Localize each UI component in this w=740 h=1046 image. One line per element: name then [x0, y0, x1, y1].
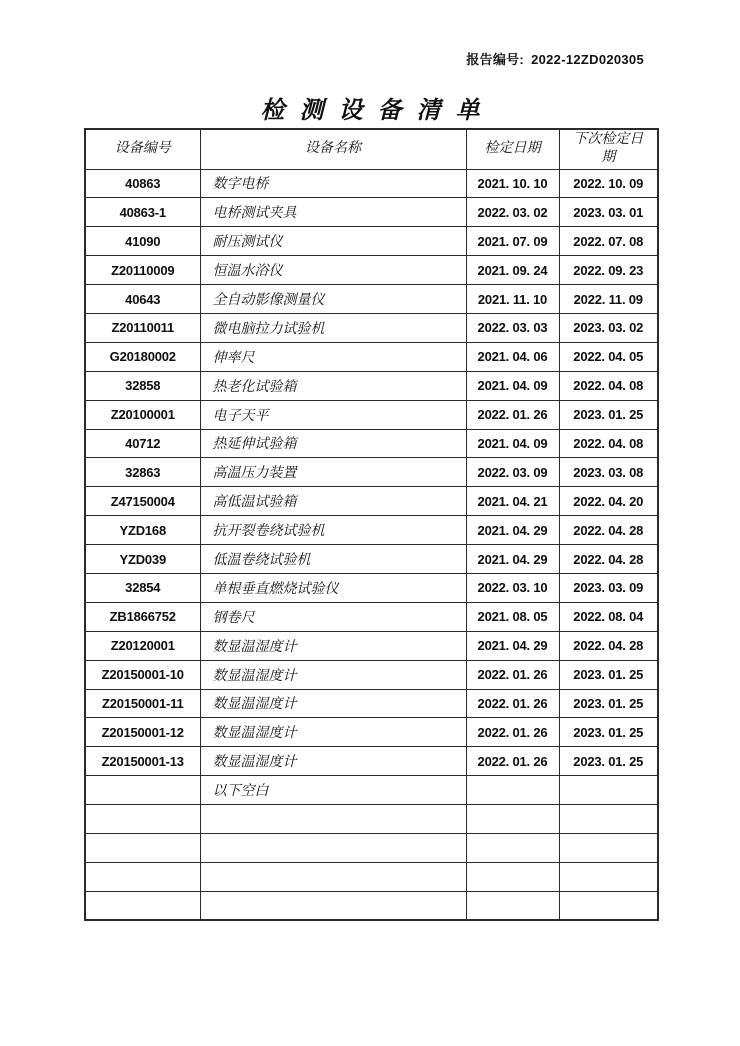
table-row [85, 573, 658, 602]
cell-equipment-name: 数显温湿度计 [200, 718, 466, 747]
cell-equipment-id: ZB1866752 [85, 602, 200, 631]
cell-equipment-name: 数显温湿度计 [200, 747, 466, 776]
cell-equipment-id [85, 833, 200, 862]
cell-equipment-id [85, 805, 200, 834]
cell-next-calibration-date [559, 891, 658, 920]
column-header-next-calibration-date: 下次检定日期 [559, 129, 658, 169]
table-row [85, 256, 658, 285]
cell-next-calibration-date: 2023. 03. 09 [559, 573, 658, 602]
table-row [85, 833, 658, 862]
table-row [85, 429, 658, 458]
table-row [85, 227, 658, 256]
cell-equipment-id: Z20110009 [85, 256, 200, 285]
table-row [85, 776, 658, 805]
cell-equipment-id: YZD039 [85, 545, 200, 574]
table-row [85, 487, 658, 516]
table-row [85, 400, 658, 429]
equipment-table [84, 128, 659, 921]
cell-next-calibration-date: 2022. 07. 08 [559, 227, 658, 256]
cell-equipment-name: 电桥测试夹具 [200, 198, 466, 227]
page-title: 检测设备清单 [260, 98, 495, 124]
cell-equipment-name: 热延伸试验箱 [200, 429, 466, 458]
table-row [85, 747, 658, 776]
cell-equipment-id: Z20150001-13 [85, 747, 200, 776]
table-row [85, 689, 658, 718]
cell-equipment-id: YZD168 [85, 516, 200, 545]
cell-equipment-id: 41090 [85, 227, 200, 256]
cell-equipment-id: Z20120001 [85, 631, 200, 660]
equipment-table-body [85, 169, 658, 920]
cell-next-calibration-date: 2023. 01. 25 [559, 689, 658, 718]
cell-equipment-name: 微电脑拉力试验机 [200, 313, 466, 342]
table-row [85, 342, 658, 371]
cell-calibration-date [466, 862, 559, 891]
cell-next-calibration-date [559, 833, 658, 862]
table-row [85, 805, 658, 834]
column-header-equipment-name: 设备名称 [200, 129, 466, 169]
cell-equipment-id: 40643 [85, 285, 200, 314]
cell-calibration-date [466, 776, 559, 805]
cell-next-calibration-date: 2022. 04. 28 [559, 545, 658, 574]
cell-equipment-name: 钢卷尺 [200, 602, 466, 631]
cell-next-calibration-date: 2022. 04. 05 [559, 342, 658, 371]
cell-calibration-date: 2022. 03. 09 [466, 458, 559, 487]
table-row [85, 516, 658, 545]
table-row [85, 660, 658, 689]
cell-equipment-id: 32854 [85, 573, 200, 602]
cell-equipment-name [200, 805, 466, 834]
header-row [85, 129, 658, 169]
cell-equipment-name: 抗开裂卷绕试验机 [200, 516, 466, 545]
table-row [85, 371, 658, 400]
cell-equipment-id: 32858 [85, 371, 200, 400]
cell-next-calibration-date: 2022. 04. 08 [559, 429, 658, 458]
table-row [85, 458, 658, 487]
cell-calibration-date: 2021. 04. 29 [466, 631, 559, 660]
equipment-table-header [85, 129, 658, 169]
cell-next-calibration-date [559, 862, 658, 891]
cell-equipment-id [85, 776, 200, 805]
cell-next-calibration-date [559, 805, 658, 834]
cell-calibration-date [466, 891, 559, 920]
cell-equipment-name: 数显温湿度计 [200, 631, 466, 660]
cell-calibration-date: 2022. 03. 10 [466, 573, 559, 602]
cell-next-calibration-date: 2023. 01. 25 [559, 718, 658, 747]
cell-calibration-date: 2022. 01. 26 [466, 689, 559, 718]
table-row [85, 313, 658, 342]
cell-next-calibration-date: 2023. 03. 02 [559, 313, 658, 342]
cell-equipment-name: 低温卷绕试验机 [200, 545, 466, 574]
cell-calibration-date: 2021. 04. 09 [466, 371, 559, 400]
report-number-label: 报告编号: [466, 52, 525, 67]
cell-equipment-name: 热老化试验箱 [200, 371, 466, 400]
cell-calibration-date: 2022. 01. 26 [466, 718, 559, 747]
cell-equipment-name: 电子天平 [200, 400, 466, 429]
cell-calibration-date: 2021. 04. 29 [466, 545, 559, 574]
cell-next-calibration-date: 2022. 04. 20 [559, 487, 658, 516]
cell-equipment-id: Z20110011 [85, 313, 200, 342]
cell-calibration-date [466, 805, 559, 834]
table-row [85, 718, 658, 747]
cell-equipment-id [85, 891, 200, 920]
cell-calibration-date: 2022. 03. 02 [466, 198, 559, 227]
cell-equipment-id: 40712 [85, 429, 200, 458]
cell-calibration-date: 2021. 04. 06 [466, 342, 559, 371]
cell-next-calibration-date [559, 776, 658, 805]
cell-next-calibration-date: 2022. 10. 09 [559, 169, 658, 198]
cell-next-calibration-date: 2023. 01. 25 [559, 747, 658, 776]
cell-equipment-id: Z47150004 [85, 487, 200, 516]
cell-equipment-name: 高温压力装置 [200, 458, 466, 487]
cell-next-calibration-date: 2023. 01. 25 [559, 400, 658, 429]
report-number-line [466, 49, 644, 68]
cell-calibration-date: 2021. 07. 09 [466, 227, 559, 256]
table-row [85, 862, 658, 891]
cell-equipment-name [200, 891, 466, 920]
cell-next-calibration-date: 2022. 04. 28 [559, 631, 658, 660]
table-row [85, 285, 658, 314]
cell-calibration-date: 2022. 01. 26 [466, 660, 559, 689]
table-row [85, 602, 658, 631]
cell-equipment-name: 数显温湿度计 [200, 660, 466, 689]
table-row [85, 198, 658, 227]
cell-equipment-id [85, 862, 200, 891]
cell-next-calibration-date: 2022. 04. 08 [559, 371, 658, 400]
table-row [85, 545, 658, 574]
cell-calibration-date: 2021. 04. 29 [466, 516, 559, 545]
cell-calibration-date: 2021. 04. 09 [466, 429, 559, 458]
table-row [85, 169, 658, 198]
cell-calibration-date: 2021. 04. 21 [466, 487, 559, 516]
column-header-equipment-id: 设备编号 [85, 129, 200, 169]
cell-equipment-name [200, 833, 466, 862]
cell-next-calibration-date: 2023. 03. 01 [559, 198, 658, 227]
cell-next-calibration-date: 2023. 03. 08 [559, 458, 658, 487]
cell-equipment-id: 40863-1 [85, 198, 200, 227]
cell-equipment-id: G20180002 [85, 342, 200, 371]
cell-equipment-id: Z20150001-11 [85, 689, 200, 718]
cell-equipment-name: 单根垂直燃烧试验仪 [200, 573, 466, 602]
cell-equipment-id: 32863 [85, 458, 200, 487]
cell-equipment-name: 耐压测试仪 [200, 227, 466, 256]
report-number-value: 2022-12ZD020305 [531, 52, 644, 67]
cell-equipment-name: 数显温湿度计 [200, 689, 466, 718]
cell-equipment-name: 伸率尺 [200, 342, 466, 371]
cell-equipment-id: Z20150001-12 [85, 718, 200, 747]
cell-equipment-id: 40863 [85, 169, 200, 198]
cell-calibration-date: 2021. 10. 10 [466, 169, 559, 198]
table-row [85, 891, 658, 920]
cell-equipment-id: Z20100001 [85, 400, 200, 429]
cell-equipment-name: 恒温水浴仪 [200, 256, 466, 285]
cell-calibration-date: 2022. 01. 26 [466, 747, 559, 776]
table-row [85, 631, 658, 660]
cell-calibration-date: 2021. 08. 05 [466, 602, 559, 631]
cell-next-calibration-date: 2022. 08. 04 [559, 602, 658, 631]
cell-equipment-name: 以下空白 [200, 776, 466, 805]
column-header-calibration-date: 检定日期 [466, 129, 559, 169]
cell-next-calibration-date: 2022. 11. 09 [559, 285, 658, 314]
cell-equipment-name [200, 862, 466, 891]
cell-equipment-name: 高低温试验箱 [200, 487, 466, 516]
cell-calibration-date: 2021. 11. 10 [466, 285, 559, 314]
cell-calibration-date: 2022. 01. 26 [466, 400, 559, 429]
cell-calibration-date: 2021. 09. 24 [466, 256, 559, 285]
cell-equipment-name: 数字电桥 [200, 169, 466, 198]
cell-next-calibration-date: 2023. 01. 25 [559, 660, 658, 689]
cell-next-calibration-date: 2022. 04. 28 [559, 516, 658, 545]
cell-equipment-name: 全自动影像测量仪 [200, 285, 466, 314]
cell-equipment-id: Z20150001-10 [85, 660, 200, 689]
cell-calibration-date: 2022. 03. 03 [466, 313, 559, 342]
cell-next-calibration-date: 2022. 09. 23 [559, 256, 658, 285]
cell-calibration-date [466, 833, 559, 862]
